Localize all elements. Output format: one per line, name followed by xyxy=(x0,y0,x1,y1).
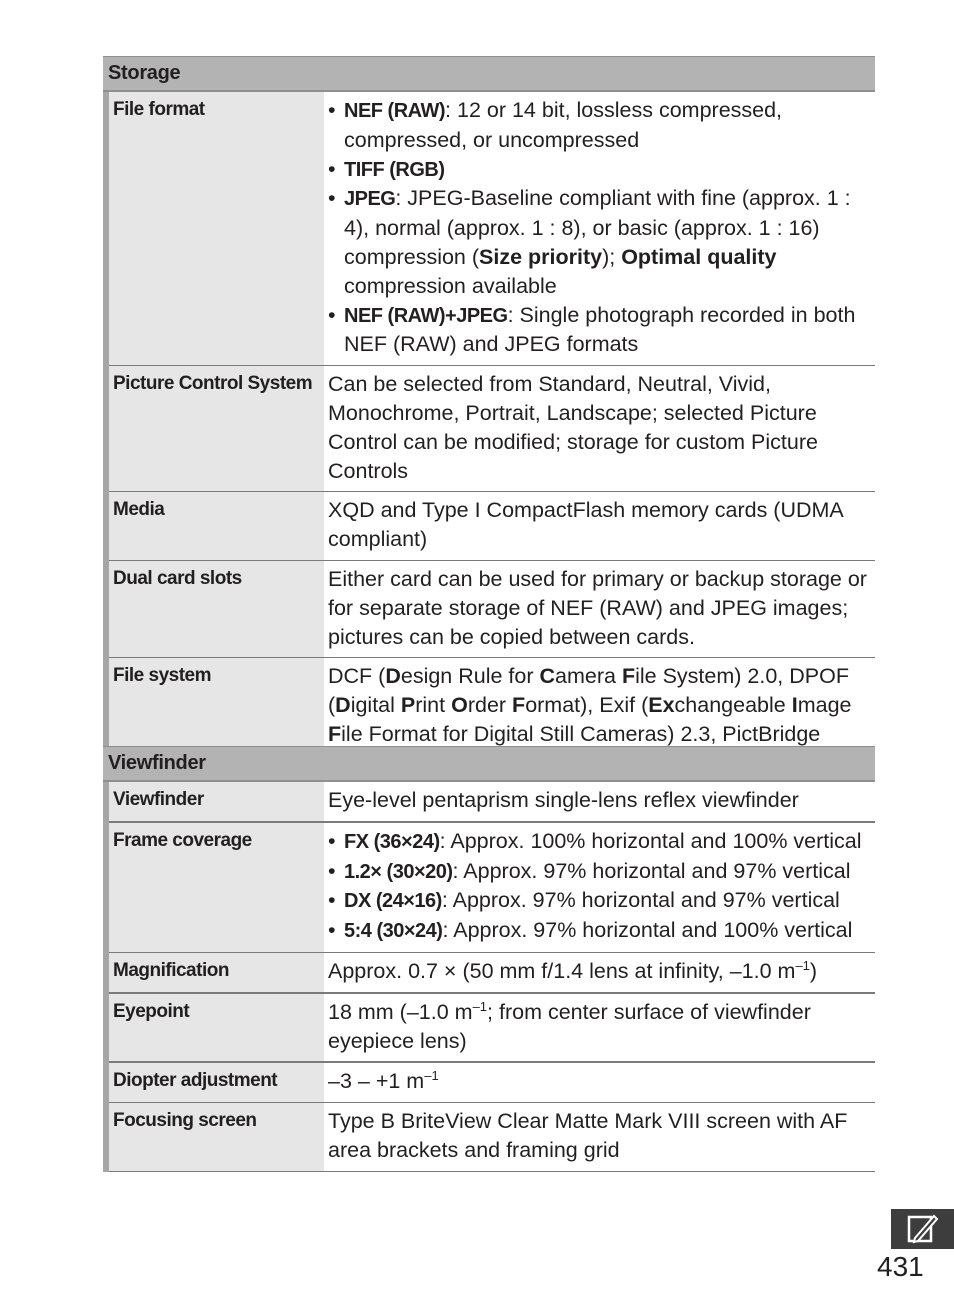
row-label: Diopter adjustment xyxy=(109,1063,324,1102)
item-name: 1.2× (30×20) xyxy=(344,860,453,883)
text-part: mage xyxy=(797,693,852,718)
text-part: changeable xyxy=(674,693,792,718)
text-part: rder xyxy=(467,693,513,718)
text-part: ormat), Exif ( xyxy=(525,693,649,718)
row-value xyxy=(324,92,875,365)
spec-row-media xyxy=(109,492,875,561)
text-part: ile System) 2.0, DPOF ( xyxy=(328,664,849,718)
row-label: Viewfinder xyxy=(109,782,324,821)
bold-initial: C xyxy=(539,664,556,689)
spec-row-frame-coverage xyxy=(109,823,875,953)
superscript: –1 xyxy=(424,1068,439,1084)
row-value: Type B BriteView Clear Matte Mark VIII screen with AF area brackets and framing grid xyxy=(328,1109,848,1162)
item-text: : Approx. 100% horizontal and 100% vertical xyxy=(439,828,862,853)
spec-row-dual-card-slots xyxy=(109,561,875,658)
section-title: Viewfinder xyxy=(103,746,875,782)
list-item xyxy=(328,886,875,916)
value-text: Approx. 0.7 × (50 mm f/1.4 lens at infinity, –1.0 m xyxy=(328,958,796,983)
row-value: Can be selected from Standard, Neutral, Vivid, Monochrome, Portrait, Landscape; selected Picture Control can be modified; storage for custom Picture Controls xyxy=(328,372,818,483)
spec-row-file-format xyxy=(109,92,875,366)
row-label: File format xyxy=(109,92,324,365)
item-text: compression available xyxy=(344,273,557,298)
bold-initial: I xyxy=(791,693,798,718)
page-number: 431 xyxy=(877,1251,924,1282)
bullet-list xyxy=(328,827,875,946)
spec-row-picture-control xyxy=(109,366,875,492)
item-name: FX (36×24) xyxy=(344,830,440,853)
row-value xyxy=(324,994,875,1062)
spec-row-eyepoint xyxy=(109,994,875,1064)
bold-initial: F xyxy=(621,664,636,689)
spec-row-viewfinder xyxy=(109,782,875,823)
spec-row-magnification xyxy=(109,953,875,994)
row-value xyxy=(324,1063,875,1102)
row-value xyxy=(324,823,875,952)
item-name: DX (24×16) xyxy=(344,890,442,913)
storage-section xyxy=(103,56,875,756)
spec-row-file-system xyxy=(109,658,875,755)
list-item xyxy=(328,301,875,360)
item-name: NEF (RAW) xyxy=(344,100,446,122)
item-name: TIFF (RGB) xyxy=(344,158,445,181)
item-text: : JPEG-Baseline compliant with fine (approx. 1 : 4), normal (approx. 1 : 8), or basic (approx. 1 : 16) compression ( xyxy=(344,186,851,269)
item-name: NEF (RAW)+JPEG xyxy=(344,304,508,327)
item-name: 5:4 (30×24) xyxy=(344,920,443,943)
list-item xyxy=(328,155,875,185)
item-text: : 12 or 14 bit, lossless compressed, compressed, or uncompressed xyxy=(344,98,783,152)
item-bold: Size priority xyxy=(479,244,603,269)
row-value: XQD and Type I CompactFlash memory cards (UDMA compliant) xyxy=(328,498,843,552)
bold-initial: P xyxy=(400,693,416,718)
row-value: Eye-level pentaprism single-lens reflex viewfinder xyxy=(328,788,799,812)
row-label: Picture Control System xyxy=(109,366,324,491)
value-text: 18 mm (–1.0 m xyxy=(328,999,473,1024)
bullet-list xyxy=(328,96,875,359)
viewfinder-table xyxy=(103,782,875,1172)
list-item xyxy=(328,827,875,857)
technical-notes-icon-glyph xyxy=(906,1214,940,1244)
item-text: : Approx. 97% horizontal and 97% vertical xyxy=(452,858,851,883)
bold-initial: F xyxy=(328,721,342,746)
row-value xyxy=(324,658,875,754)
row-value xyxy=(324,953,875,992)
superscript: –1 xyxy=(472,998,488,1014)
viewfinder-section xyxy=(103,746,875,1172)
text-part: ile Format for Digital Still Cameras) 2.3, PictBridge xyxy=(341,721,821,746)
storage-table xyxy=(103,92,875,756)
value-text: ) xyxy=(809,958,818,983)
section-title: Storage xyxy=(103,56,875,92)
row-label: Media xyxy=(109,492,324,560)
value-text: –3 – +1 m xyxy=(328,1069,425,1094)
spec-row-focusing-screen xyxy=(109,1103,875,1172)
list-item xyxy=(328,857,875,887)
text-part: igital xyxy=(350,693,401,718)
item-text: : Approx. 97% horizontal and 100% vertical xyxy=(442,918,853,943)
bold-initial: D xyxy=(385,664,401,689)
list-item xyxy=(328,916,875,946)
row-label: Frame coverage xyxy=(109,823,324,952)
bold-initial: Ex xyxy=(648,693,675,718)
spec-row-diopter xyxy=(109,1063,875,1103)
row-label: Magnification xyxy=(109,953,324,992)
row-label: Eyepoint xyxy=(109,994,324,1062)
text-part: amera xyxy=(555,664,622,689)
row-label: Focusing screen xyxy=(109,1103,324,1171)
text-part: esign Rule for xyxy=(400,664,540,689)
item-text: ); xyxy=(602,244,622,269)
list-item xyxy=(328,96,875,155)
list-item xyxy=(328,184,875,300)
bold-initial: D xyxy=(335,693,351,718)
row-label: File system xyxy=(109,658,324,754)
bold-initial: F xyxy=(512,693,526,718)
superscript: –1 xyxy=(795,957,810,973)
text-part: DCF ( xyxy=(328,664,386,689)
text-part: rint xyxy=(415,693,452,718)
bold-initial: O xyxy=(451,693,468,718)
item-text: : Approx. 97% horizontal and 97% vertical xyxy=(441,888,840,913)
technical-notes-icon xyxy=(891,1209,954,1249)
item-bold: Optimal quality xyxy=(621,244,777,269)
item-name: JPEG xyxy=(344,188,396,211)
row-value: Either card can be used for primary or backup storage or for separate storage of NEF (RAW) and JPEG images; pictures can be copied between cards. xyxy=(328,566,867,649)
value-text: ; from center surface of viewfinder eyepiece lens) xyxy=(328,999,811,1053)
item-text: : Single photograph recorded in both NEF (RAW) and JPEG formats xyxy=(344,302,856,357)
row-label: Dual card slots xyxy=(109,561,324,657)
